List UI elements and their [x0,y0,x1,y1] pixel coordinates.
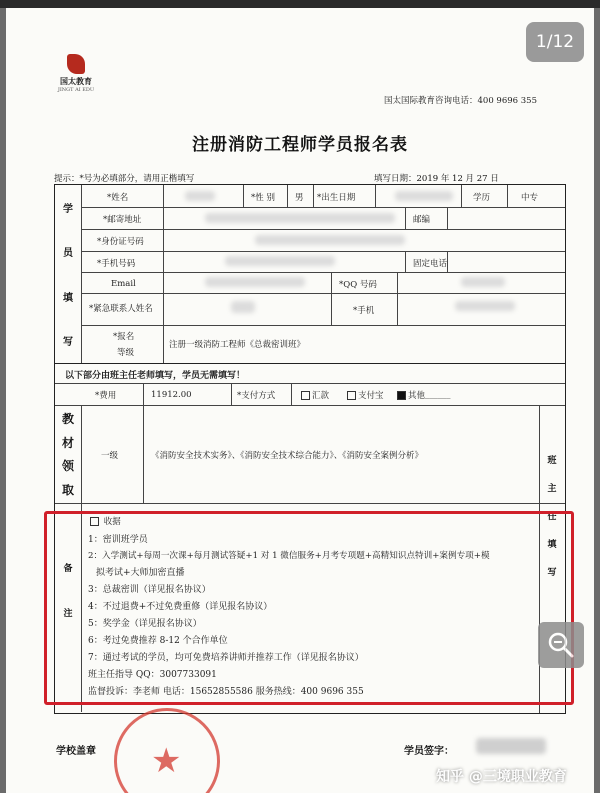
remark-item: 4：不过退费+不过免费重修（详见报名协议） [88,602,273,612]
remark-item: 1：密训班学员 [88,535,148,545]
payment-option-other[interactable]: 其他 ______ [397,387,451,403]
logo-subtitle: JINGT AI EDU [57,87,95,93]
student-fill-side-label: 学 员 填 写 [63,203,73,349]
head-teacher-qq: 班主任指导 QQ：3007733091 [88,670,217,680]
education-label: 学历 [473,193,491,203]
logo-name: 国太教育 [60,76,92,86]
head-teacher-side-label: 班 主 任 填 写 [547,455,557,578]
id-number-label: *身份证号码 [97,237,144,247]
school-seal-stamp [114,708,220,793]
emergency-contact-redacted [231,301,255,313]
emergency-phone-redacted [455,301,515,311]
teacher-fill-note: 以下部分由班主任老师填写，学员无需填写！ [65,370,246,381]
company-logo [56,54,96,93]
level-label-line1: *报名 [113,332,135,342]
qq-label: *QQ 号码 [339,280,377,290]
landline-label: 固定电话 [413,259,448,269]
emergency-contact-label: *紧急联系人姓名 [89,304,153,314]
zoom-button[interactable] [538,622,584,668]
remarks-side-label: 备 注 [63,564,73,619]
email-redacted [205,277,305,287]
payment-option-remittance[interactable]: 汇款 [301,387,329,403]
form-title: 注册消防工程师学员报名表 [192,135,408,155]
level-value: 注册一级消防工程师《总裁密训班》 [169,340,306,350]
viewer-top-bar [0,0,600,8]
emergency-phone-label: *手机 [353,306,375,316]
payment-option-alipay[interactable]: 支付宝 [347,387,384,403]
email-label: Email [111,279,136,289]
student-signature-label: 学员签字： [404,746,454,757]
id-number-redacted [255,235,405,245]
remark-item: 5：奖学金（详见报名协议） [88,619,202,629]
receipt-checkbox[interactable]: 收据 [90,515,121,527]
school-seal-label: 学校盖章 [56,746,96,757]
mobile-redacted [225,256,335,266]
birth-date-redacted [395,191,453,201]
checked-box-icon [397,391,406,400]
required-hint: 提示：*号为必填部分，请用正楷填写 [54,174,195,184]
name-label: *姓名 [107,193,129,203]
fee-value: 11912.00 [151,390,192,400]
gender-label: *性 别 [251,193,275,203]
remark-item: 2：入学测试+每周一次课+每月测试答疑+1 对 1 微信服务+月考专项题+高精知识点特训+案例专项+模 [88,551,490,561]
logo-icon [67,54,85,74]
remark-item: 3：总裁密训（详见报名协议） [88,585,211,595]
consult-hotline: 国太国际教育咨询电话：400 9696 355 [384,96,537,106]
postcode-label: 邮编 [413,215,431,225]
address-label: *邮寄地址 [103,215,142,225]
fee-label: *费用 [95,391,117,401]
fill-date: 填写日期：2019 年 12 月 27 日 [374,174,499,184]
document-page [6,8,594,793]
birth-date-label: *出生日期 [317,193,356,203]
remark-item: 6：考过免费推荐 8-12 个合作单位 [88,636,228,646]
complaint-contact: 监督投诉：李老师 电话：15652855586 服务热线：400 9696 355 [88,687,364,697]
page-indicator: 1/12 [526,22,584,62]
zhihu-watermark: 知乎 @三境职业教育 [436,769,567,785]
education-value: 中专 [521,193,539,203]
highlight-box [44,511,574,705]
checkbox-icon [301,391,310,400]
address-redacted [205,213,395,223]
checkbox-icon [347,391,356,400]
star-icon: ★ [151,741,182,781]
qq-redacted [461,277,505,287]
remark-item: 拟考试+大师加密直播 [96,568,185,578]
materials-books: 《消防安全技术实务》、《消防安全技术综合能力》、《消防安全案例分析》 [151,451,424,461]
name-value-redacted [185,191,215,201]
level-label-line2: 等级 [117,348,135,358]
materials-side-label: 教 材 领 取 [61,412,74,497]
remark-item: 7：通过考试的学员，均可免费培养讲师并推荐工作（详见报名协议） [88,653,364,663]
materials-level: 一级 [101,451,119,461]
mobile-label: *手机号码 [97,259,136,269]
gender-value: 男 [295,193,304,203]
zoom-icon [546,630,576,660]
payment-method-label: *支付方式 [237,391,276,401]
student-signature-redacted [476,738,546,754]
